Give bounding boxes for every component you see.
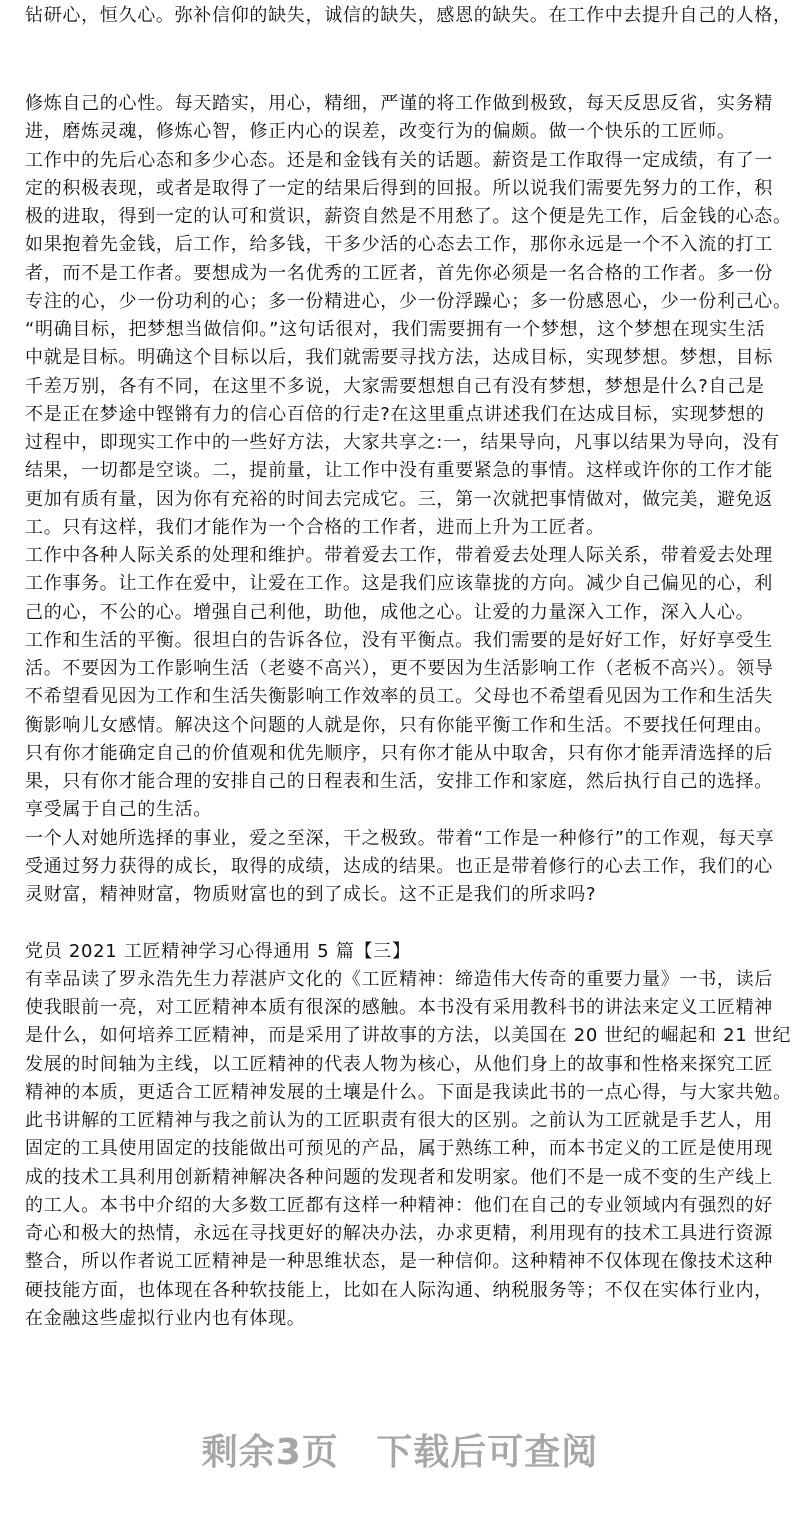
text-line: 专注的心，少一份功利的心；多一份精进心，少一份浮躁心；多一份感恩心，少一份利己心。: [25, 290, 792, 312]
text-line: 工作事务。让工作在爱中，让爱在工作。这是我们应该靠拢的方向。减少自己偏见的心，利: [25, 573, 773, 595]
text-line: 活。不要因为工作影响生活（老婆不高兴），更不要因为生活影响工作（老板不高兴）。领导: [25, 658, 774, 679]
text-line: 己的心，不公的心。增强自己利他，助他，成他之心。让爱的力量深入工作，深入人心。: [25, 601, 755, 623]
page-top-fragment: [25, 2, 792, 30]
text-line: 整合，所以作者说工匠精神是一种思维状态，是一种信仰。这种精神不仅体现在像技术这种: [25, 1251, 773, 1273]
text-line: 衡影响儿女感情。解决这个问题的人就是你，只有你能平衡工作和生活。不要找任何理由。: [25, 714, 773, 736]
text-line: 极的进取，得到一定的认可和赏识，薪资自然是不用愁了。这个便是先工作，后金钱的心态。: [25, 206, 792, 227]
text-line: 此书讲解的工匠精神与我之前认为的工匠职责有很大的区别。之前认为工匠就是手艺人，用: [25, 1110, 773, 1131]
text-line: 灵财富，精神财富，物质财富也的到了成长。这不正是我们的所求吗?: [25, 884, 597, 905]
text-line: [25, 909, 785, 937]
text-line: 结果，一切都是空谈。二，提前量，让工作中没有重要紧急的事情。这样或许你的工作才能: [25, 460, 773, 482]
text-line: 工作中的先后心态和多少心态。还是和金钱有关的话题。薪资是工作取得一定成绩，有了一: [25, 149, 773, 171]
text-line: 精神的本质，更适合工匠精神发展的土壤是什么。下面是我读此书的一点心得，与大家共勉。: [25, 1081, 792, 1103]
text-line: 不是正在梦途中铿锵有力的信心百倍的行走?在这里重点讲述我们在达成目标，实现梦想的: [25, 403, 765, 425]
text-line: 在金融这些虚拟行业内也有体现。: [25, 1307, 306, 1329]
remaining-pages-label: 剩余3页: [201, 1432, 339, 1473]
text-line: 是什么，如何培养工匠精神，而是采用了讲故事的方法，以美国在 20 世纪的崛起和 21 世纪: [25, 1025, 792, 1047]
section-heading: 党员 2021 工匠精神学习心得通用 5 篇【三】: [25, 940, 411, 962]
download-hint-label: 下载后可查阅: [376, 1432, 599, 1473]
text-line: 钻研心，恒久心。弥补信仰的缺失，诚信的缺失，感恩的缺失。在工作中去提升自己的人格，: [25, 5, 792, 26]
text-line: 享受属于自己的生活。: [25, 799, 212, 821]
text-line: 工作和生活的平衡。很坦白的告诉各位，没有平衡点。我们需要的是好好工作，好好享受生: [25, 629, 773, 651]
text-line: 奇心和极大的热情，永远在寻找更好的解决办法，办求更精，利用现有的技术工具进行资源: [25, 1223, 773, 1244]
document-body: [25, 90, 792, 1333]
text-line: 受通过努力获得的成长，取得的成绩，达成的结果。也正是带着修行的心去工作，我们的心: [25, 855, 773, 877]
text-line: 只有你才能确定自己的价值观和优先顺序，只有你才能从中取舍，只有你才能弄清选择的后: [25, 742, 773, 764]
text-line: 中就是目标。明确这个目标以后，我们就需要寻找方法，达成目标，实现梦想。梦想，目标: [25, 347, 773, 369]
text-line: 固定的工具使用固定的技能做出可预见的产品，属于熟练工种，而本书定义的工匠是使用现: [25, 1138, 773, 1160]
text-line: 发展的时间轴为主线，以工匠精神的代表人物为核心，从他们身上的故事和性格来探究工匠: [25, 1053, 773, 1075]
text-line: 硬技能方面，也体现在各种软技能上，比如在人际沟通、纳税服务等；不仅在实体行业内，: [25, 1279, 773, 1301]
text-line: 工作中各种人际关系的处理和维护。带着爱去工作，带着爱去处理人际关系，带着爱去处理: [25, 545, 773, 566]
text-line: 成的技术工具利用创新精神解决各种问题的发现者和发明家。他们不是一成不变的生产线上: [25, 1166, 773, 1188]
text-line: “明确目标，把梦想当做信仰。”这句话很对，我们需要拥有一个梦想，这个梦想在现实生活: [25, 319, 766, 340]
text-line: 者，而不是工作者。要想成为一名优秀的工匠者，首先你必须是一名合格的工作者。多一份: [25, 262, 773, 284]
text-line: 工。只有这样，我们才能作为一个合格的工作者，进而上升为工匠者。: [25, 516, 605, 538]
text-line: 进，磨炼灵魂，修炼心智，修正内心的误差，改变行为的偏颇。做一个快乐的工匠师。: [25, 121, 736, 143]
text-line: 有幸品读了罗永浩先生力荐湛庐文化的《工匠精神：缔造伟大传奇的重要力量》一书，读后: [25, 968, 773, 990]
text-line: 过程中，即现实工作中的一些好方法，大家共享之:一，结果导向，凡事以结果为导向，没有: [25, 432, 780, 453]
text-line: 修炼自己的心性。每天踏实，用心，精细，严谨的将工作做到极致，每天反思反省，实务精: [25, 93, 773, 114]
text-line: 使我眼前一亮，对工匠精神本质有很深的感触。本书没有采用教科书的讲法来定义工匠精神: [25, 997, 773, 1018]
text-line: 果，只有你才能合理的安排自己的日程表和生活，安排工作和家庭，然后执行自己的选择。: [25, 771, 773, 792]
text-line: 定的积极表现，或者是取得了一定的结果后得到的回报。所以说我们需要先努力的工作，积: [25, 177, 773, 199]
text-line: 如果抱着先金钱，后工作，给多钱，干多少活的心态去工作，那你永远是一个不入流的打工: [25, 234, 773, 256]
text-line: 更加有质有量，因为你有充裕的时间去完成它。三，第一次就把事情做对，做完美，避免返: [25, 488, 773, 510]
text-line: 千差万别，各有不同，在这里不多说，大家需要想想自己有没有梦想，梦想是什么?自己是: [25, 375, 765, 397]
download-banner[interactable]: [0, 1424, 800, 1475]
text-line: 的工人。本书中介绍的大多数工匠都有这样一种精神：他们在自己的专业领域内有强烈的好: [25, 1194, 773, 1216]
text-line: 一个人对她所选择的事业，爱之至深，干之极致。带着“工作是一种修行”的工作观，每天享: [25, 827, 775, 849]
text-line: 不希望看见因为工作和生活失衡影响工作效率的员工。父母也不希望看见因为工作和生活失: [25, 686, 773, 708]
